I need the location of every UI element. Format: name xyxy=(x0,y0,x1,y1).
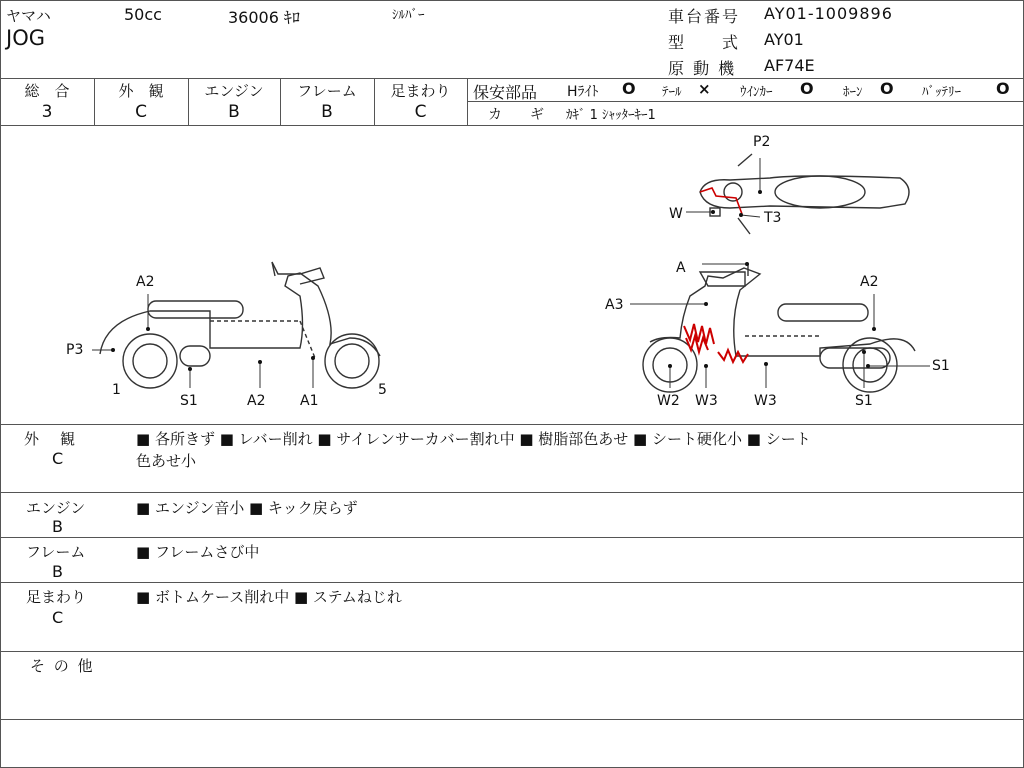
key-value: ｶｷﾞ 1 ｼｬｯﾀｰｷｰ1 xyxy=(566,108,656,123)
remark-grade: C xyxy=(52,608,64,627)
color: ｼﾙﾊﾞｰ xyxy=(392,8,425,23)
grade-frame-label: フレーム xyxy=(297,82,357,100)
label-A3: A3 xyxy=(605,297,624,313)
remark-label: 足まわり xyxy=(26,588,87,606)
grade-exterior-value: C xyxy=(135,102,147,122)
remark-label: フレーム xyxy=(26,543,86,561)
damage-diagram xyxy=(0,126,1024,424)
label-S1b: S1 xyxy=(855,393,873,409)
label-S1: S1 xyxy=(180,393,198,409)
remark-grade: C xyxy=(52,449,64,468)
remark-grade: B xyxy=(52,562,63,581)
grade-engine-label: エンジン xyxy=(204,82,264,100)
grade-suspension-value: C xyxy=(414,102,427,122)
displacement: 50cc xyxy=(124,5,162,24)
engine-type-value: AF74E xyxy=(764,56,815,75)
battery-mark: O xyxy=(996,79,1010,98)
grade-overall-label: 総 合 xyxy=(24,82,70,100)
label-A: A xyxy=(676,260,686,276)
scooter-right-view xyxy=(630,262,930,392)
maker: ヤマハ xyxy=(6,7,51,25)
label-5: 5 xyxy=(378,382,387,398)
tail-label: ﾃｰﾙ xyxy=(662,85,682,100)
grade-frame-value: B xyxy=(321,102,333,122)
label-S1-right: S1 xyxy=(932,358,950,374)
remark-label: エンジン xyxy=(26,499,86,517)
grade-exterior-label: 外 観 xyxy=(118,82,164,100)
remark-label: そ の 他 xyxy=(30,657,95,675)
winker-label: ｳｲﾝｶｰ xyxy=(740,85,773,100)
frame-no-label: 車台番号 xyxy=(668,7,741,26)
horn-mark: O xyxy=(880,79,894,98)
label-1: 1 xyxy=(112,382,121,398)
remark-grade: B xyxy=(52,517,63,536)
type-label: 型 式 xyxy=(668,33,741,52)
remark-text: ■ エンジン音小 ■ キック戻らず xyxy=(136,499,358,517)
grade-engine-value: B xyxy=(228,102,240,122)
scooter-top-view xyxy=(686,154,909,234)
grade-suspension-label: 足まわり xyxy=(390,82,451,100)
key-label: カ ギ xyxy=(488,107,544,123)
model-name: JOG xyxy=(6,26,45,50)
divider xyxy=(467,101,1024,102)
divider xyxy=(0,78,1024,79)
label-A1: A1 xyxy=(300,393,319,409)
label-P3: P3 xyxy=(66,342,84,358)
divider xyxy=(0,537,1024,538)
divider xyxy=(467,78,468,125)
label-P2: P2 xyxy=(753,134,771,150)
type-value: AY01 xyxy=(764,30,804,49)
label-W3b: W3 xyxy=(754,393,777,409)
label-W3a: W3 xyxy=(695,393,718,409)
tail-mark: × xyxy=(698,80,711,98)
divider xyxy=(0,719,1024,720)
remark-text: ■ ボトムケース削れ中 ■ ステムねじれ xyxy=(136,588,402,606)
frame-no-value: AY01-1009896 xyxy=(764,4,893,23)
horn-label: ﾎｰﾝ xyxy=(843,85,863,100)
remark-text-cont: 色あせ小 xyxy=(136,452,197,470)
divider xyxy=(0,582,1024,583)
divider xyxy=(0,424,1024,425)
label-A2b: A2 xyxy=(247,393,266,409)
label-A2-right: A2 xyxy=(860,274,879,290)
remark-label: 外 観 xyxy=(24,430,79,448)
engine-type-label: 原 動 機 xyxy=(668,59,737,78)
label-W2: W2 xyxy=(657,393,680,409)
battery-label: ﾊﾞｯﾃﾘｰ xyxy=(922,85,961,100)
remark-text: ■ フレームさび中 xyxy=(136,543,260,561)
winker-mark: O xyxy=(800,79,814,98)
grade-overall-value: 3 xyxy=(41,102,53,122)
label-T3: T3 xyxy=(764,210,782,226)
safety-label: 保安部品 xyxy=(473,83,538,102)
mileage: 36006 ｷﾛ xyxy=(228,8,300,27)
divider xyxy=(0,651,1024,652)
label-A2: A2 xyxy=(136,274,155,290)
headlight-label: Hﾗｲﾄ xyxy=(567,84,599,100)
headlight-mark: O xyxy=(622,79,636,98)
divider xyxy=(0,492,1024,493)
label-W: W xyxy=(669,206,683,222)
remark-text: ■ 各所きず ■ レバー削れ ■ サイレンサーカバー割れ中 ■ 樹脂部色あせ ■ シート硬化小 ■ シート xyxy=(136,430,811,448)
